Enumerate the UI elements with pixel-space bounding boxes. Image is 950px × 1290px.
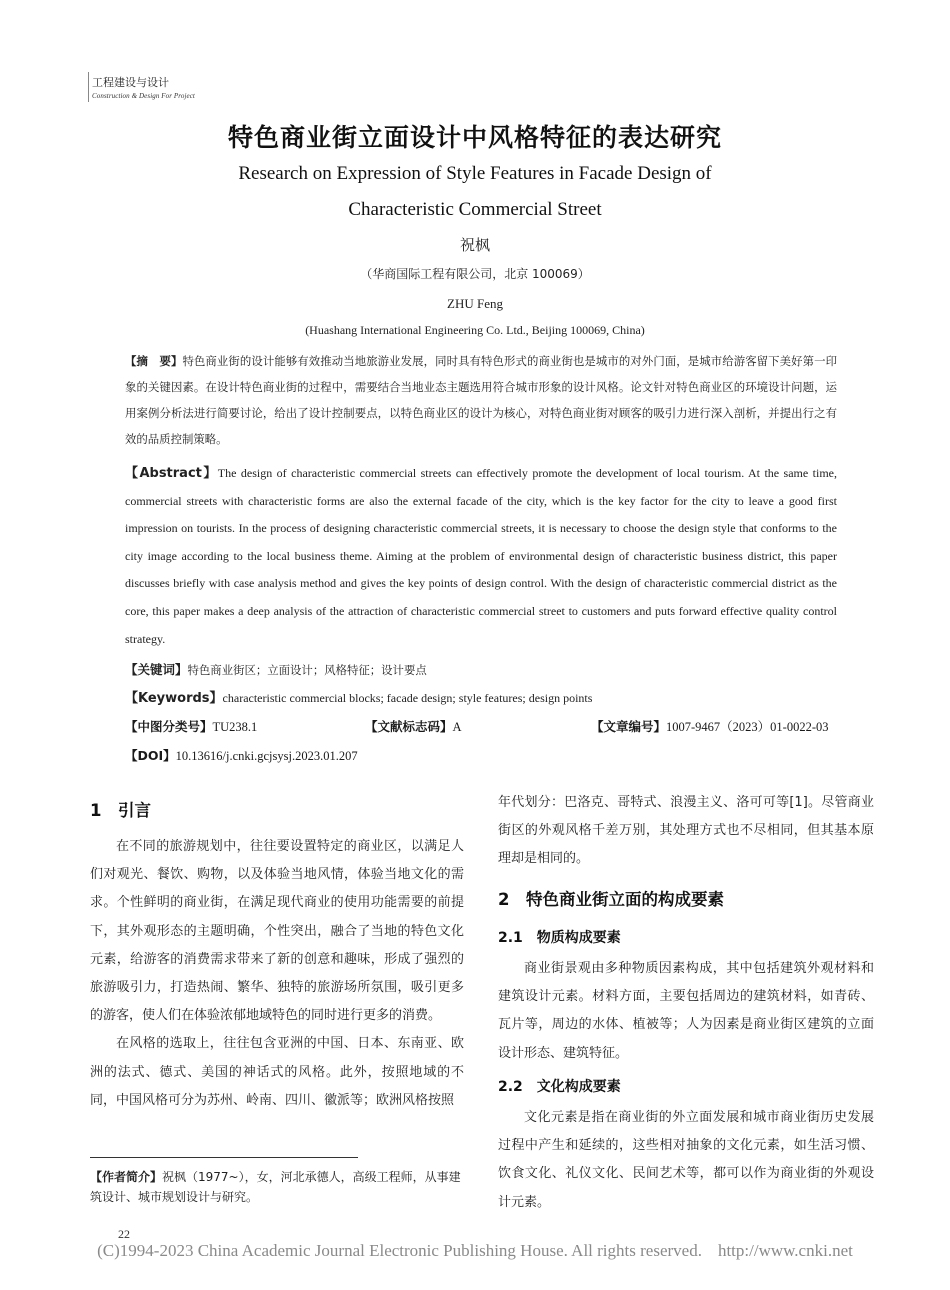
article-number: 【文章编号】1007-9467（2023）01-0022-03 [591,719,829,734]
abstract-en-label: 【Abstract】 [125,466,218,481]
paper-title-en-line1: Research on Expression of Style Features in Facade Design of [238,163,712,184]
left-column-body [90,833,464,1115]
section-2-2-heading: 2.2 文化构成要素 [498,1079,621,1095]
footnote-rule [90,1157,358,1158]
clc-number: 【中图分类号】TU238.1 [125,719,258,734]
abstract-cn-text: 特色商业街的设计能够有效推动当地旅游业发展，同时具有特色形式的商业街也是城市的对外门面，是城市给游客留下美好第一印象的关键因素。在设计特色商业街的过程中，需要结合当地业态主题选用符合城市形象的设计风格。论文针对特色商业区的环境设计问题，运用案例分析法进行简要讨论，给出了设计控制要点，以特色商业区的设计为核心，对特色商业街对顾客的吸引力进行深入剖析，并提出行之有效的品质控制策略。 [125,354,837,446]
keywords-en-text: characteristic commercial blocks; facade design; style features; design points [222,691,593,705]
intro-paragraph-2: 在风格的选取上，往往包含亚洲的中国、日本、东南亚、欧洲的法式、德式、美国的神话式的风格。此外，按照地域的不同，中国风格可分为苏州、岭南、四川、徽派等；欧洲风格按照 [90,1036,464,1108]
author-affiliation-en: (Huashang International Engineering Co. Ltd., Beijing 100069, China) [305,323,645,337]
section-2-1-heading: 2.1 物质构成要素 [498,930,621,946]
keywords-cn-label: 【关键词】 [125,662,188,677]
paper-title-en-line2: Characteristic Commercial Street [348,199,602,220]
journal-name-cn: 工程建设与设计 [92,76,169,89]
author-name-en: ZHU Feng [447,296,503,311]
abstract-en-text: The design of characteristic commercial streets can effectively promote the development of local tourism. At the same time, commercial streets with characteristic forms are also the external facade of the city, which is the key factor for the city to leave a good first impression on tourists. In the process of designing characteristic commercial streets, it is necessary to choose the design style that conforms to the city image according to the local business theme. Aiming at the problem of environmental design of characteristic business district, this paper discusses briefly with case analysis method and gives the key points of design control. With the design of characteristic commercial district as the core, this paper makes a deep analysis of the attraction of characteristic commercial street to customers and puts forward effective quality control strategy. [125,466,837,646]
journal-name-en: Construction & Design For Project [92,92,195,100]
keywords-en [125,685,837,713]
author-affiliation-cn: （华商国际工程有限公司，北京 100069） [360,267,590,281]
section-2-heading: 2 特色商业街立面的构成要素 [498,890,724,909]
keywords-en-label: 【Keywords】 [125,691,223,706]
page-number: 22 [118,1227,130,1241]
doi [125,742,837,770]
paper-title-cn: 特色商业街立面设计中风格特征的表达研究 [227,123,722,152]
intro-paragraph-1: 在不同的旅游规划中，往往要设置特定的商业区，以满足人们对观光、餐饮、购物，以及体验当地风情，体验当地文化的需求。个性鲜明的商业街，在满足现代商业的使用功能需要的前提下，其外观形态的主题明确，个性突出，融合了当地的特色文化元素，给游客的消费需求带来了新的创意和趣味，形成了强烈的旅游吸引力，打造热闹、繁华、独特的旅游场所氛围，吸引更多的游客，使人们在体验浓郁地域特色的同时进行更多的消费。 [90,839,464,1024]
author-footnote [90,1167,466,1207]
section-1-heading: 1 引言 [90,801,151,820]
footnote-label: 【作者简介】 [90,1170,163,1184]
material-paragraph: 商业街景观由多种物质因素构成，其中包括建筑外观材料和建筑设计元素。材料方面，主要包括周边的建筑材料，如青砖、瓦片等，周边的水体、植被等；人为因素是商业街区建筑的立面设计形态、建筑特征。 [498,961,874,1061]
abstract-cn [125,348,837,452]
watermark-copyright: (C)1994-2023 China Academic Journal Electronic Publishing House. All rights reserved. [97,1241,702,1260]
footnote-text: 祝枫（1977~），女，河北承德人，高级工程师，从事建筑设计、城市规划设计与研究。 [90,1170,461,1204]
abstract-cn-label: 【摘 要】 [125,354,183,368]
section-2-2-body [498,1104,874,1217]
keywords-cn [125,657,837,683]
style-paragraph-continued: 年代划分：巴洛克、哥特式、浪漫主义、洛可可等[1]。尽管商业街区的外观风格千差万别，其处理方式也不尽相同，但其基本原理却是相同的。 [498,795,874,867]
watermark-url: http://www.cnki.net [717,1241,853,1260]
doi-label: 【DOI】 [125,748,176,763]
article-meta [125,713,837,741]
culture-paragraph: 文化元素是指在商业街的外立面发展和城市商业街历史发展过程中产生和延续的，这些相对抽象的文化元素，如生活习惯、饮食文化、礼仪文化、民间艺术等，都可以作为商业街的外观设计元素。 [498,1110,874,1210]
right-column-continuation [498,789,874,874]
doi-value: 10.13616/j.cnki.gcjsysj.2023.01.207 [175,749,358,763]
cnki-watermark [0,1241,950,1261]
section-2-1-body [498,955,874,1068]
header-rule [88,72,89,102]
document-code: 【文献标志码】A [365,719,462,734]
abstract-en [125,460,837,653]
author-name-cn: 祝枫 [459,236,490,254]
keywords-cn-text: 特色商业街区；立面设计；风格特征；设计要点 [187,663,427,677]
